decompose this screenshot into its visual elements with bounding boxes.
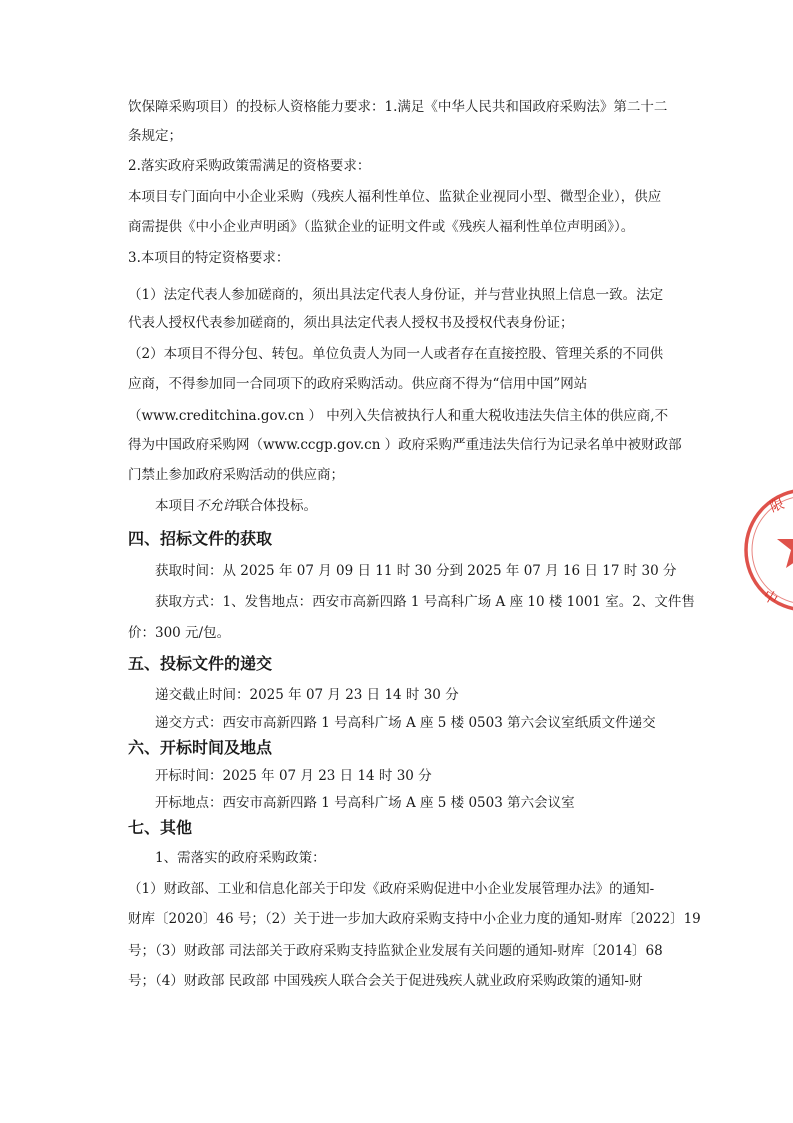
text-line: 开标地点：西安市高新四路 1 号高科广场 A 座 5 楼 0503 第六会议室: [155, 795, 575, 811]
text-line: 商需提供《中小企业声明函》（监狱企业的证明文件或《残疾人福利性单位声明函》）。: [128, 219, 635, 235]
official-seal-stamp: [738, 470, 793, 630]
text-line: 号；（3）财政部 司法部关于政府采购支持监狱企业发展有关问题的通知-财库〔2014〕68: [128, 943, 663, 959]
section-heading-5: 五、投标文件的递交: [128, 654, 273, 673]
joint-bid-emphasis: 不允许: [195, 498, 236, 514]
section-heading-4: 四、招标文件的获取: [128, 529, 273, 548]
section-heading-6: 六、开标时间及地点: [128, 738, 273, 757]
seal-glyph-bottom: 中: [760, 587, 781, 609]
text-line: 财库〔2020〕46 号；（2）关于进一步加大政府采购支持中小企业力度的通知-财库〔2022〕19: [128, 911, 701, 927]
seal-star-icon: [777, 522, 793, 568]
text-line: 递交方式：西安市高新四路 1 号高科广场 A 座 5 楼 0503 第六会议室纸质文件递交: [155, 715, 656, 731]
text-line: 价：300 元/包。: [128, 625, 231, 641]
text-line: 号；（4）财政部 民政部 中国残疾人联合会关于促进残疾人就业政府采购政策的通知-财: [128, 973, 643, 989]
text-line: 2.落实政府采购政策需满足的资格要求：: [128, 158, 371, 174]
text-line: 得为中国政府采购网（www.ccgp.gov.cn ）政府采购严重违法失信行为记录名单中被财政部: [128, 437, 682, 453]
joint-bid-line: [155, 497, 317, 515]
text-line: （1）法定代表人参加磋商的，须出具法定代表人身份证，并与营业执照上信息一致。法定: [128, 287, 664, 303]
text-line: 1、需落实的政府采购政策：: [155, 850, 326, 866]
text-line: 本项目专门面向中小企业采购（残疾人福利性单位、监狱企业视同小型、微型企业），供应: [128, 189, 662, 205]
joint-bid-suffix: 联合体投标。: [236, 498, 317, 514]
seal-glyph-top: 限: [767, 495, 787, 516]
text-line: （2）本项目不得分包、转包。单位负责人为同一人或者存在直接控股、管理关系的不同供: [128, 346, 664, 362]
text-line: 应商，不得参加同一合同项下的政府采购活动。供应商不得为“信用中国”网站: [128, 376, 588, 392]
text-line: 获取方式：1、发售地点：西安市高新四路 1 号高科广场 A 座 10 楼 1001 室。2、文件售: [155, 594, 695, 610]
text-line: 饮保障采购项目）的投标人资格能力要求：1.满足《中华人民共和国政府采购法》第二十二: [128, 99, 668, 115]
text-line: （www.creditchina.gov.cn ） 中列入失信被执行人和重大税收违法失信主体的供应商,不: [128, 408, 669, 424]
text-line: 开标时间：2025 年 07 月 23 日 14 时 30 分: [155, 768, 432, 784]
text-line: 递交截止时间：2025 年 07 月 23 日 14 时 30 分: [155, 687, 459, 703]
text-line: 3.本项目的特定资格要求：: [128, 250, 290, 266]
joint-bid-prefix: 本项目: [155, 498, 196, 514]
text-line: 获取时间：从 2025 年 07 月 09 日 11 时 30 分到 2025 年 07 月 16 日 17 时 30 分: [155, 563, 677, 579]
section-heading-7: 七、其他: [128, 818, 193, 837]
text-line: 条规定；: [128, 128, 182, 144]
text-line: （1）财政部、工业和信息化部关于印发《政府采购促进中小企业发展管理办法》的通知-: [128, 881, 655, 897]
text-line: 门禁止参加政府采购活动的供应商；: [128, 467, 344, 483]
text-line: 代表人授权代表参加磋商的，须出具法定代表人授权书及授权代表身份证；: [128, 315, 574, 331]
